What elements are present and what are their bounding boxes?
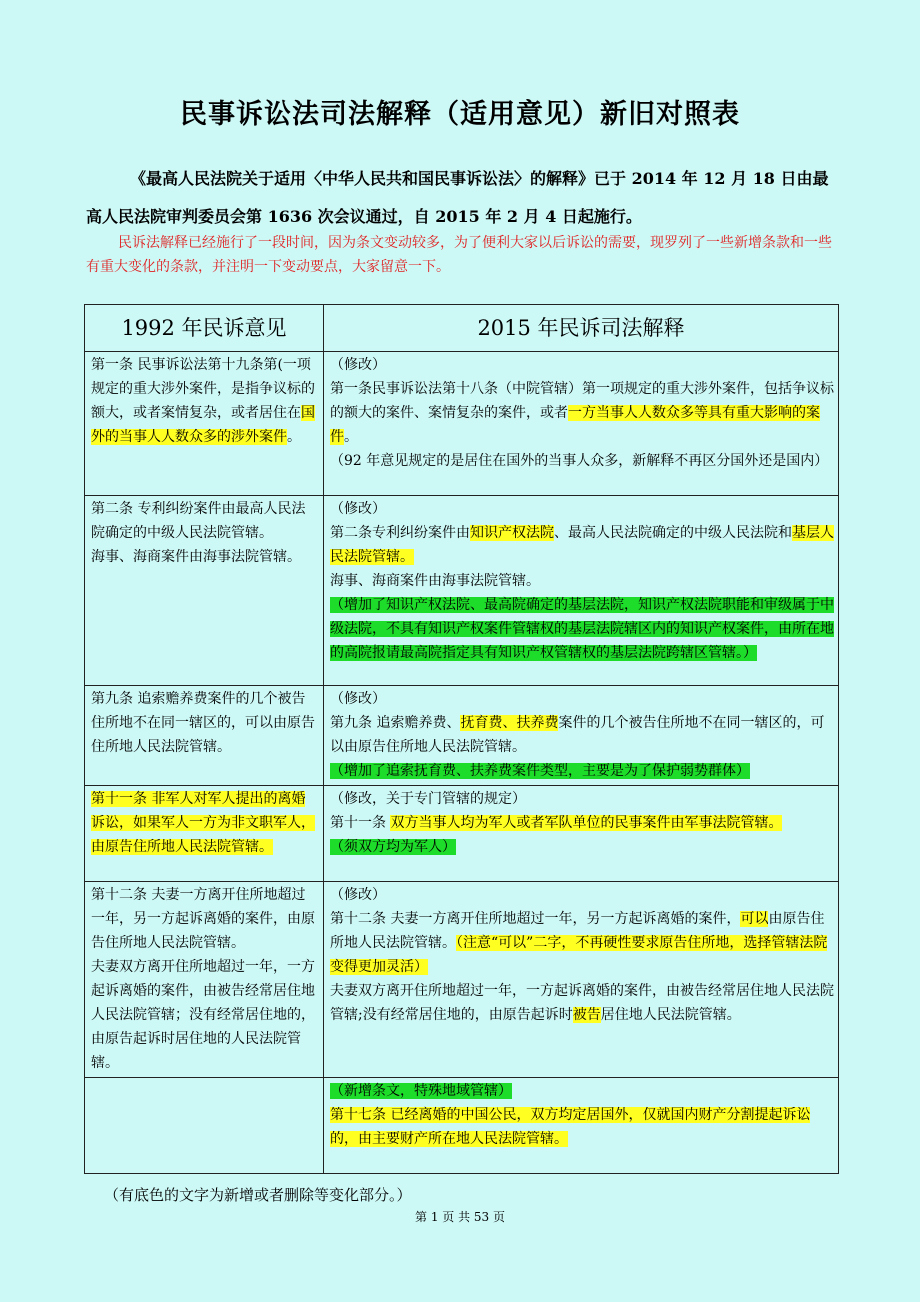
- change-comment: （须双方均为军人）: [330, 839, 456, 855]
- new-article-cell: （新增条文，特殊地域管辖） 第十七条 已经离婚的中国公民，双方均定居国外，仅就国内财产分割提起诉讼的，由主要财产所在地人民法院管辖。: [324, 1078, 839, 1174]
- table-row: [85, 1078, 839, 1174]
- header-old: 1992 年民诉意见: [85, 305, 324, 352]
- table-row: [85, 686, 839, 786]
- new-article-cell: （修改） 第二条专利纠纷案件由知识产权法院、最高人民法院确定的中级人民法院和基层人民法院管辖。 海事、海商案件由海事法院管辖。 （增加了知识产权法院、最高院确定的基层法院，知识产权法院职能和审级属于中级法院，不具有知识产权案件管辖权的基层法院辖区内的知识产权案件，由所在地的高院报请最高院指定具有知识产权管辖权的基层法院跨辖区管辖。）: [324, 496, 839, 686]
- old-article-cell: [85, 1078, 324, 1174]
- table-row: [85, 786, 839, 882]
- old-article-cell: 第九条 追索赡养费案件的几个被告住所地不在同一辖区的，可以由原告住所地人民法院管辖。: [85, 686, 324, 786]
- page-title: 民事诉讼法司法解释（适用意见）新旧对照表: [180, 99, 740, 130]
- change-tag: （新增条文，特殊地域管辖）: [330, 1083, 512, 1099]
- new-article-cell: （修改） 第十二条 夫妻一方离开住所地超过一年，另一方起诉离婚的案件，可以由原告住所地人民法院管辖。（注意“可以”二字，不再硬性要求原告住所地，选择管辖法院变得更加灵活） 夫妻双方离开住所地超过一年，一方起诉离婚的案件，由被告经常居住地人民法院管辖;没有经常居住地的，由原告起诉时被告居住地人民法院管辖。: [324, 882, 839, 1078]
- change-tag: （修改）: [330, 691, 386, 707]
- change-comment: （增加了知识产权法院、最高院确定的基层法院，知识产权法院职能和审级属于中级法院，不具有知识产权案件管辖权的基层法院辖区内的知识产权案件，由所在地的高院报请最高院指定具有知识产权管辖权的基层法院跨辖区管辖。）: [330, 597, 834, 661]
- table-header-row: [85, 305, 839, 352]
- change-tag: （修改，关于专门管辖的规定）: [330, 791, 526, 807]
- change-comment: （增加了追索抚育费、扶养费案件类型，主要是为了保护弱势群体）: [330, 763, 750, 779]
- new-article-cell: （修改，关于专门管辖的规定） 第十一条 双方当事人均为军人或者军队单位的民事案件由军事法院管辖。 （须双方均为军人）: [324, 786, 839, 882]
- old-article-cell: 第二条 专利纠纷案件由最高人民法院确定的中级人民法院管辖。 海事、海商案件由海事法院管辖。: [85, 496, 324, 686]
- old-article-cell: 第十一条 非军人对军人提出的离婚诉讼，如果军人一方为非文职军人，由原告住所地人民法院管辖。: [85, 786, 324, 882]
- table-row: [85, 882, 839, 1078]
- change-tag: （修改）: [330, 357, 386, 373]
- intro-paragraph: 《最高人民法院关于适用〈中华人民共和国民事诉讼法〉的解释》已于 2014 年 12 月 18 日由最高人民法院审判委员会第 1636 次会议通过，自 2015 年 2 月 4 日起施行。: [86, 169, 829, 226]
- change-comment: （92 年意见规定的是居住在国外的当事人众多，新解释不再区分国外还是国内）: [330, 453, 829, 469]
- editor-note: 民诉法解释已经施行了一段时间，因为条文变动较多，为了便利大家以后诉讼的需要，现罗列了一些新增条款和一些有重大变化的条款，并注明一下变动要点，大家留意一下。: [86, 235, 832, 275]
- header-new: 2015 年民诉司法解释: [324, 305, 839, 352]
- comparison-table: [84, 304, 839, 1174]
- new-article-cell: （修改） 第九条 追索赡养费、抚育费、扶养费案件的几个被告住所地不在同一辖区的，可以由原告住所地人民法院管辖。 （增加了追索抚育费、扶养费案件类型，主要是为了保护弱势群体）: [324, 686, 839, 786]
- change-tag: （修改）: [330, 501, 386, 517]
- new-article-cell: （修改） 第一条民事诉讼法第十八条（中院管辖）第一项规定的重大涉外案件，包括争议标的额大的案件、案情复杂的案件，或者一方当事人人数众多等具有重大影响的案件。 （92 年意见规定的是居住在国外的当事人众多，新解释不再区分国外还是国内）: [324, 352, 839, 496]
- old-article-cell: 第一条 民事诉讼法第十九条第(一项规定的重大涉外案件，是指争议标的额大，或者案情复杂，或者居住在国外的当事人人数众多的涉外案件。: [85, 352, 324, 496]
- change-tag: （修改）: [330, 887, 386, 903]
- page-number: 第 1 页 共 53 页: [415, 1210, 505, 1224]
- footer-note: （有底色的文字为新增或者删除等变化部分。）: [104, 1186, 412, 1204]
- table-row: [85, 352, 839, 496]
- old-article-cell: 第十二条 夫妻一方离开住所地超过一年，另一方起诉离婚的案件，由原告住所地人民法院管辖。 夫妻双方离开住所地超过一年，一方起诉离婚的案件，由被告经常居住地人民法院管辖；没有经常居住地的，由原告起诉时居住地的人民法院管辖。: [85, 882, 324, 1078]
- table-row: [85, 496, 839, 686]
